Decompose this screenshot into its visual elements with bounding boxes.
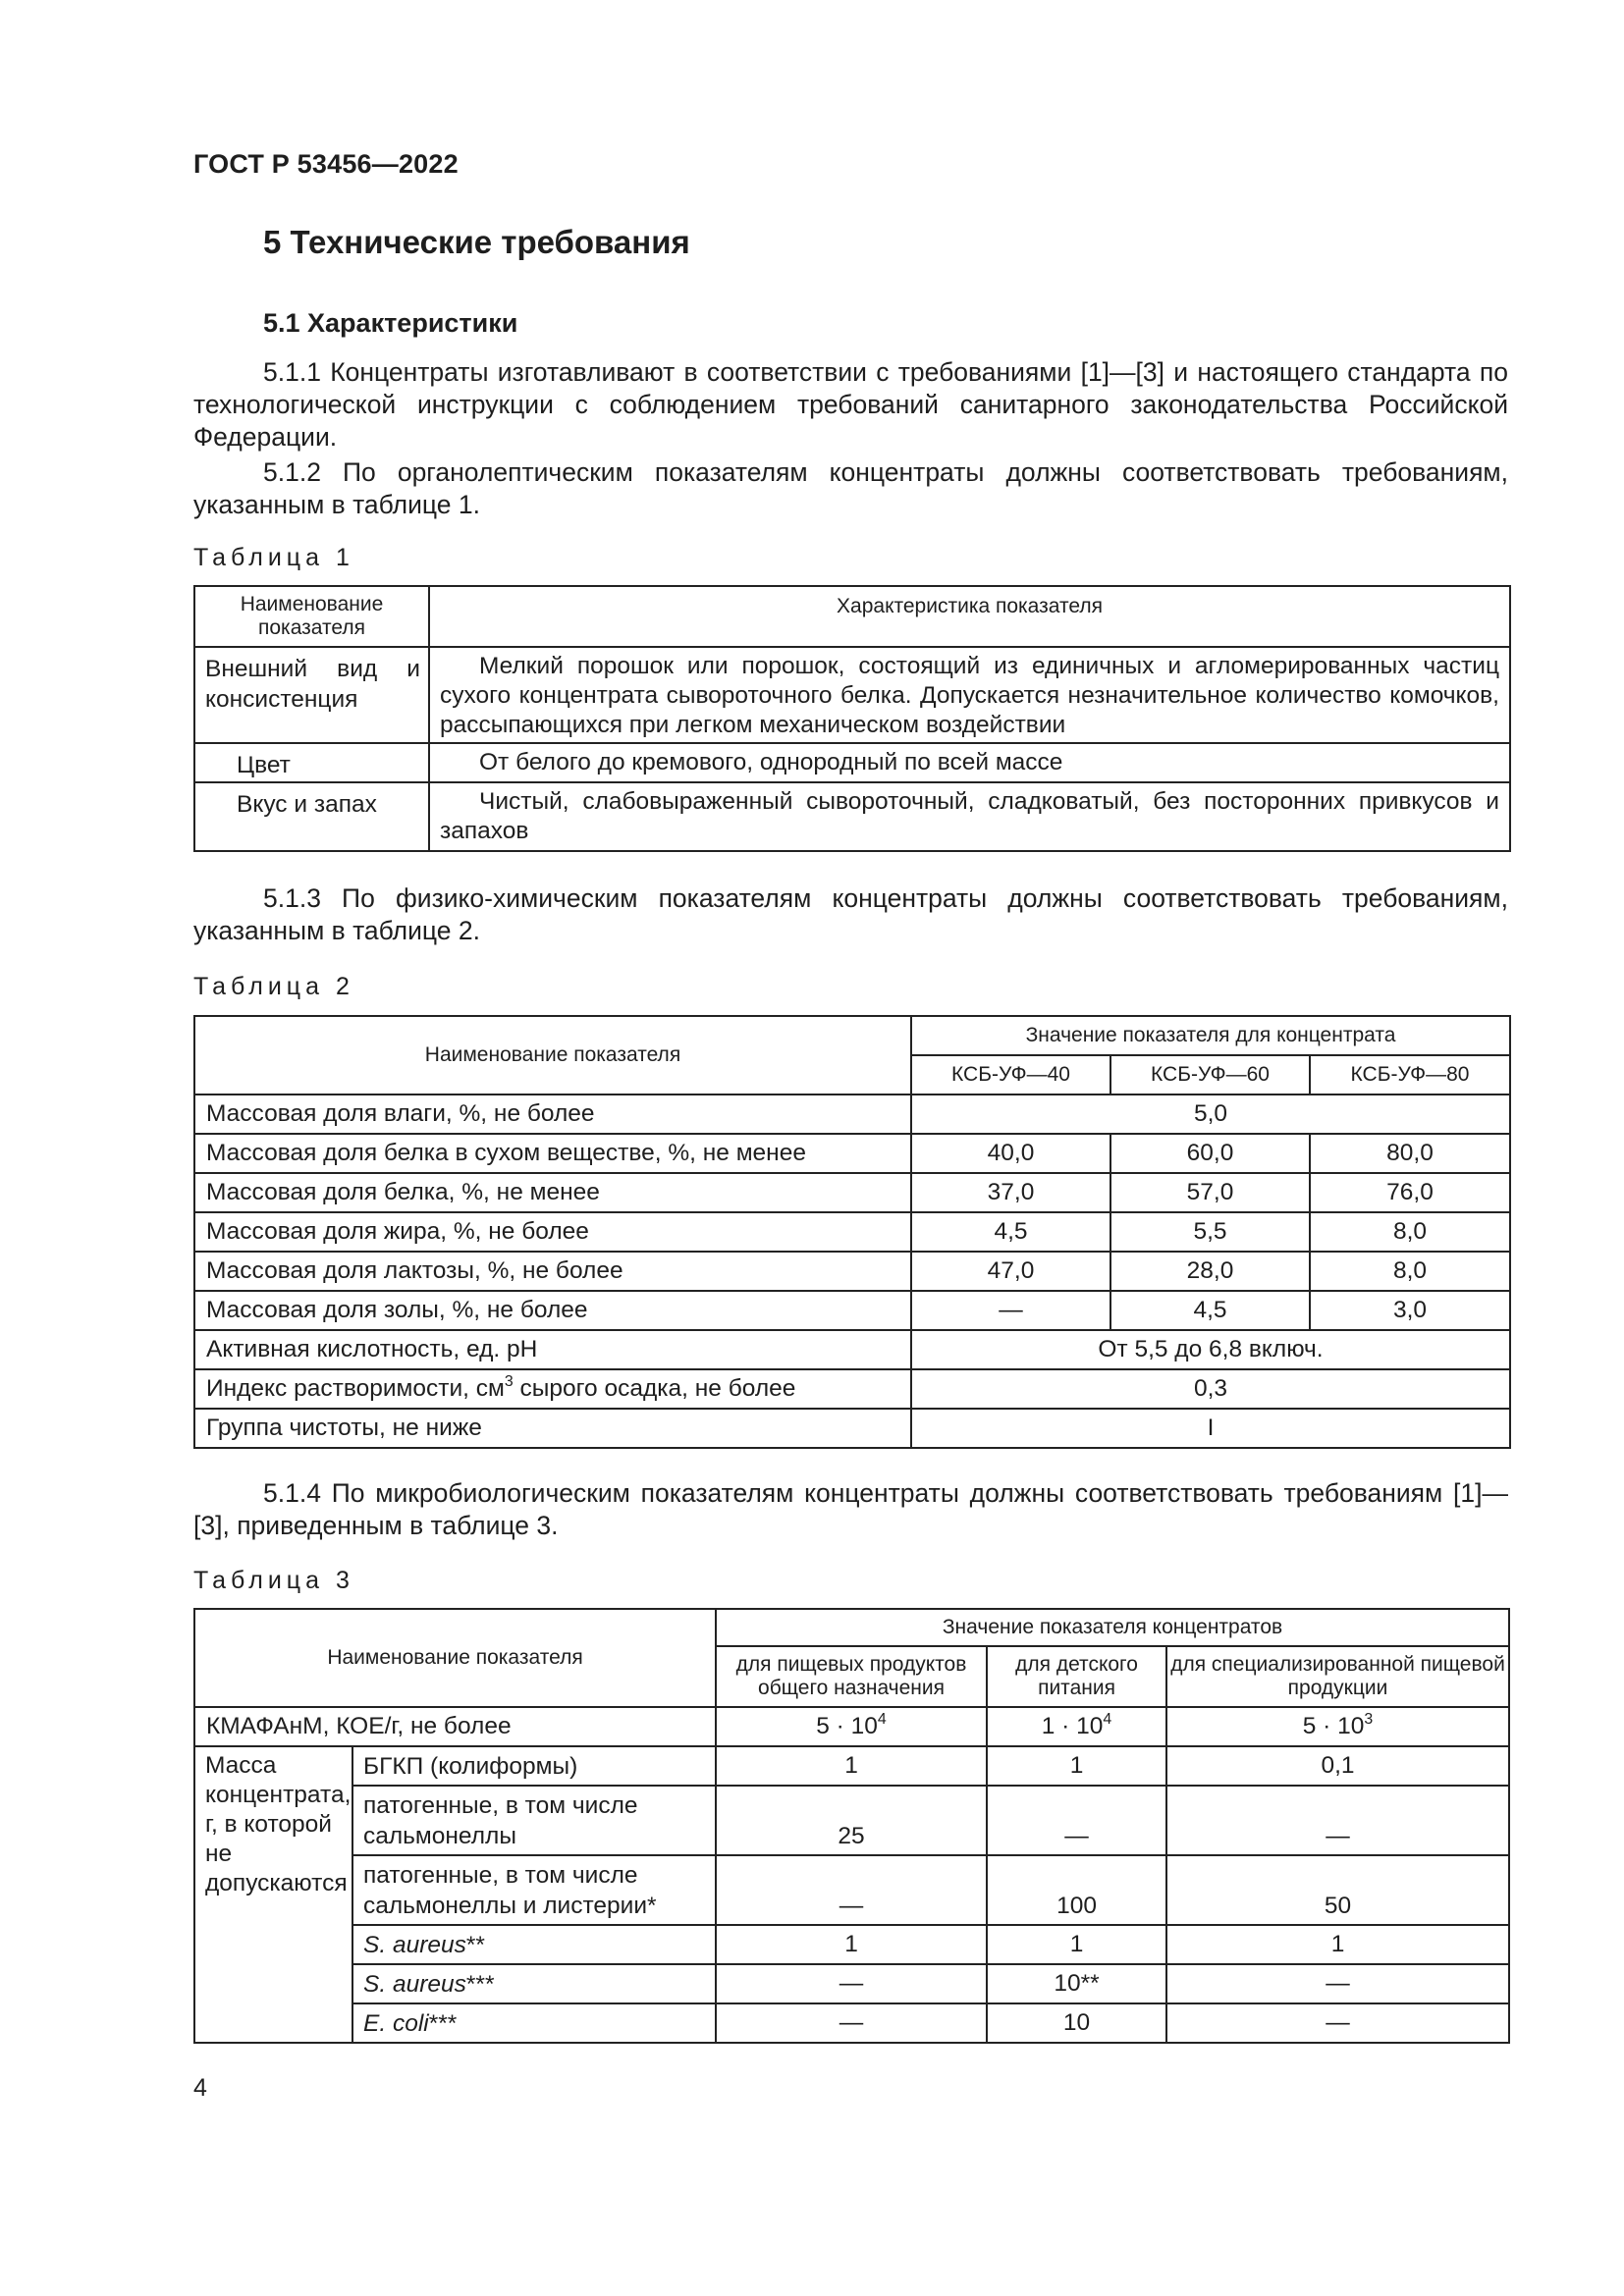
- page-number: 4: [193, 2074, 207, 2102]
- table-row: [194, 1330, 1510, 1369]
- table3-cell: [716, 1707, 987, 1746]
- table2-cell: 4,5: [1110, 1291, 1310, 1330]
- table2-row-value: От 5,5 до 6,8 включ.: [911, 1330, 1510, 1369]
- table2-row-name: Массовая доля лактозы, %, не более: [194, 1252, 911, 1291]
- table-row: [194, 1212, 1510, 1252]
- table2-header-group: Значение показателя для концентрата: [911, 1016, 1510, 1055]
- table3-cell: 1: [1166, 1925, 1509, 1964]
- table2-row-name: Массовая доля белка в сухом веществе, %, не менее: [194, 1134, 911, 1173]
- table2-cell: 76,0: [1310, 1173, 1510, 1212]
- kmafanm-exp: 4: [877, 1711, 887, 1728]
- table-row: [194, 647, 1510, 743]
- solubility-name-post: сырого осадка, не более: [513, 1375, 796, 1402]
- table2-row-value: 0,3: [911, 1369, 1510, 1409]
- section-title: 5 Технические требования: [263, 224, 690, 260]
- table1-header-name: Наименование показателя: [194, 586, 429, 647]
- table-row: [194, 1252, 1510, 1291]
- table3-cell: 100: [987, 1855, 1166, 1925]
- table1-row-value: От белого до кремового, однородный по всей массе: [429, 743, 1510, 782]
- table2-header-col-80: КСБ-УФ—80: [1310, 1055, 1510, 1095]
- table3-cell: 1: [987, 1746, 1166, 1786]
- table1-row-name: Вкус и запах: [194, 782, 429, 851]
- table3-cell: [1166, 1707, 1509, 1746]
- table-row: [194, 1291, 1510, 1330]
- organism-name: E. coli: [363, 2009, 429, 2037]
- table-organoleptic: [193, 585, 1511, 852]
- table3-cell: —: [987, 1786, 1166, 1855]
- table2-row-name: Активная кислотность, ед. pH: [194, 1330, 911, 1369]
- table-physicochemical: [193, 1015, 1511, 1449]
- table2-cell: 60,0: [1110, 1134, 1310, 1173]
- table3-header-special: для специализированной пищевой продукции: [1166, 1646, 1509, 1707]
- table3-caption: Таблица 3: [193, 1567, 354, 1594]
- table3-header-group: Значение показателя концентратов: [716, 1609, 1509, 1646]
- table-row: [194, 1707, 1509, 1746]
- table2-caption: Таблица 2: [193, 973, 354, 1000]
- kmafanm-base: 5 · 10: [1302, 1713, 1365, 1739]
- table3-cell: 50: [1166, 1855, 1509, 1925]
- table3-mass-label: Масса концентрата, г, в которой не допускаются: [194, 1746, 352, 2043]
- table2-cell: 80,0: [1310, 1134, 1510, 1173]
- table-row: [194, 1095, 1510, 1134]
- table2-row-name: [194, 1369, 911, 1409]
- kmafanm-exp: 4: [1103, 1711, 1112, 1728]
- table3-cell: —: [1166, 2003, 1509, 2043]
- table3-row-name: [352, 1925, 716, 1964]
- table-row: [194, 1855, 1509, 1925]
- table1-caption: Таблица 1: [193, 544, 354, 571]
- table3-header-general: для пищевых продуктов общего назначения: [716, 1646, 987, 1707]
- table3-cell: [987, 1707, 1166, 1746]
- table-row: [194, 1746, 1509, 1786]
- table-row: [194, 1786, 1509, 1855]
- table1-row-name: Цвет: [194, 743, 429, 782]
- table2-row-name: Массовая доля жира, %, не более: [194, 1212, 911, 1252]
- table-row: [194, 782, 1510, 851]
- table1-row-value: Мелкий порошок или порошок, состоящий из единичных и агломерированных частиц сухого концентрата сывороточного белка. Допускается незначительное количество комочков, рассыпающихся при легком механическом воздействии: [429, 647, 1510, 743]
- paragraph-5-1-3: 5.1.3 По физико-химическим показателям концентраты должны соответствовать требованиям, указанным в таблице 2.: [193, 883, 1508, 945]
- table-row: [194, 2003, 1509, 2043]
- table2-cell: 4,5: [911, 1212, 1110, 1252]
- kmafanm-base: 5 · 10: [816, 1713, 878, 1739]
- table3-row-name: БГКП (колиформы): [352, 1746, 716, 1786]
- table-row: [194, 1964, 1509, 2003]
- table3-cell: —: [716, 1964, 987, 2003]
- table-row: [194, 1409, 1510, 1448]
- table3-cell: 1: [987, 1925, 1166, 1964]
- paragraph-5-1-1: 5.1.1 Концентраты изготавливают в соответствии с требованиями [1]—[3] и настоящего стандарта по технологической инструкции с соблюдением требований санитарного законодательства Российской Федерации.: [193, 357, 1508, 452]
- table2-row-name: Массовая доля влаги, %, не более: [194, 1095, 911, 1134]
- subsection-title: 5.1 Характеристики: [263, 308, 518, 338]
- table3-header-baby: для детского питания: [987, 1646, 1166, 1707]
- table2-cell: 28,0: [1110, 1252, 1310, 1291]
- organism-note: ***: [465, 1970, 495, 1998]
- document-code: ГОСТ Р 53456—2022: [193, 149, 459, 179]
- table3-cell: 1: [716, 1746, 987, 1786]
- table2-row-value: I: [911, 1409, 1510, 1448]
- table-row: [194, 1173, 1510, 1212]
- table3-cell: 1: [716, 1925, 987, 1964]
- table2-cell: 3,0: [1310, 1291, 1510, 1330]
- table3-row-name: [352, 1964, 716, 2003]
- table3-cell: —: [716, 2003, 987, 2043]
- table1-header-characteristic: Характеристика показателя: [429, 586, 1510, 647]
- table3-row-name: [352, 2003, 716, 2043]
- organism-note: **: [465, 1931, 485, 1958]
- table2-header-col-40: КСБ-УФ—40: [911, 1055, 1110, 1095]
- table3-cell: 0,1: [1166, 1746, 1509, 1786]
- table2-row-name: Массовая доля белка, %, не менее: [194, 1173, 911, 1212]
- table3-cell: —: [1166, 1786, 1509, 1855]
- table3-row-name: патогенные, в том числе сальмонеллы и листерии*: [352, 1855, 716, 1925]
- kmafanm-base: 1 · 10: [1041, 1713, 1104, 1739]
- table2-cell: 8,0: [1310, 1212, 1510, 1252]
- table2-cell: 37,0: [911, 1173, 1110, 1212]
- table-row: [194, 1134, 1510, 1173]
- table1-row-value: Чистый, слабовыраженный сывороточный, сладковатый, без посторонних привкусов и запахов: [429, 782, 1510, 851]
- table2-cell: 8,0: [1310, 1252, 1510, 1291]
- paragraph-5-1-2: 5.1.2 По органолептическим показателям концентраты должны соответствовать требованиям, указанным в таблице 1.: [193, 457, 1508, 519]
- table2-cell: 47,0: [911, 1252, 1110, 1291]
- table3-row-name: патогенные, в том числе сальмонеллы: [352, 1786, 716, 1855]
- table2-cell: —: [911, 1291, 1110, 1330]
- organism-name: S. aureus: [363, 1931, 466, 1958]
- table3-cell: —: [1166, 1964, 1509, 2003]
- organism-note: ***: [428, 2009, 458, 2037]
- table3-row-name: КМАФАнМ, КОЕ/г, не более: [194, 1707, 716, 1746]
- table3-cell: 10: [987, 2003, 1166, 2043]
- table3-cell: 25: [716, 1786, 987, 1855]
- solubility-name-pre: Индекс растворимости, см: [206, 1375, 505, 1402]
- table2-cell: 57,0: [1110, 1173, 1310, 1212]
- table3-cell: —: [716, 1855, 987, 1925]
- table2-cell: 40,0: [911, 1134, 1110, 1173]
- solubility-name-sup: 3: [504, 1373, 514, 1390]
- table2-row-name: Группа чистоты, не ниже: [194, 1409, 911, 1448]
- table-microbiological: [193, 1608, 1510, 2044]
- table3-cell: 10**: [987, 1964, 1166, 2003]
- table-row: [194, 743, 1510, 782]
- table2-header-name: Наименование показателя: [194, 1016, 911, 1095]
- table1-row-name: Внешний вид и консистенция: [194, 647, 429, 743]
- table-row: [194, 1369, 1510, 1409]
- organism-name: S. aureus: [363, 1970, 466, 1998]
- table2-header-col-60: КСБ-УФ—60: [1110, 1055, 1310, 1095]
- table-row: [194, 1925, 1509, 1964]
- table2-cell: 5,5: [1110, 1212, 1310, 1252]
- paragraph-5-1-4: 5.1.4 По микробиологическим показателям концентраты должны соответствовать требованиям [1]—[3], приведенным в таблице 3.: [193, 1478, 1508, 1540]
- table2-row-name: Массовая доля золы, %, не более: [194, 1291, 911, 1330]
- kmafanm-exp: 3: [1364, 1711, 1374, 1728]
- table2-row-value: 5,0: [911, 1095, 1510, 1134]
- table3-header-name: Наименование показателя: [194, 1609, 716, 1707]
